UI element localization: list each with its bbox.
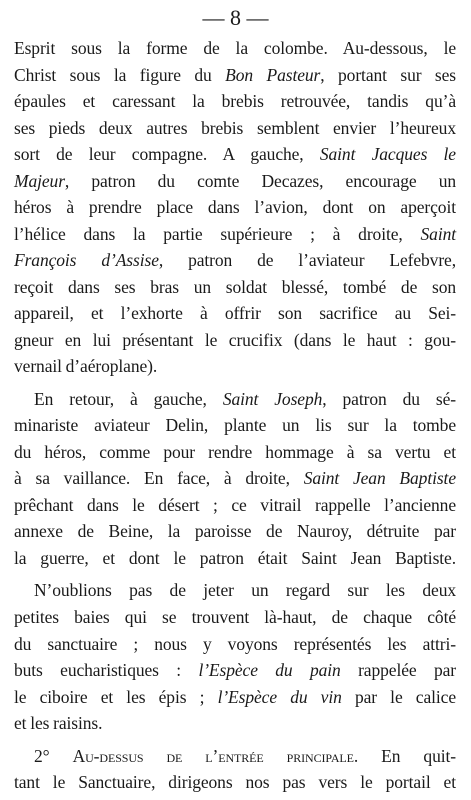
- text-line: annexe de Beine, la paroisse de Nauroy, détruite par: [14, 521, 456, 542]
- text-line: l’hélice dans la partie supérieure ; à droite, Saint: [14, 223, 456, 244]
- text-line: héros à prendre place dans l’avion, dont on aperçoit: [14, 197, 456, 218]
- text-line: Majeur, patron du comte Decazes, encourage un: [14, 170, 456, 191]
- text-line: et les raisins.: [14, 713, 103, 733]
- text-line: Christ sous la figure du Bon Pasteur, portant sur ses: [14, 64, 457, 85]
- text-line: à sa vaillance. En face, à droite, Saint Jean Baptiste: [14, 468, 456, 489]
- text-line: minariste aviateur Delin, plante un lis sur la tombe: [14, 415, 456, 436]
- text-line: tant le Sanctuaire, dirigeons nos pas vers le portail et: [14, 772, 456, 793]
- text-line: épaules et caressant la brebis retrouvée, tandis qu’à: [14, 91, 456, 111]
- text-line: petites baies qui se trouvent là-haut, de chaque côté: [14, 607, 456, 627]
- text-line: le ciboire et les épis ; l’Espèce du vin par le calice: [14, 686, 456, 707]
- text-line: reçoit dans ses bras un soldat blessé, tombé de son: [14, 276, 456, 297]
- text-line: François d’Assise, patron de l’aviateur Lefebvre,: [14, 250, 456, 271]
- text-line: vernail d’aéroplane).: [14, 356, 158, 377]
- text-line: N’oublions pas de jeter un regard sur les deux: [34, 580, 456, 601]
- text-line: ses pieds deux autres brebis semblent envier l’heureux: [14, 117, 456, 138]
- text-line: appareil, et l’exhorte à offrir son sacrifice au Sei-: [14, 303, 456, 324]
- text-line: du héros, comme pour rendre hommage à sa vertu et: [14, 441, 456, 462]
- text-line: En retour, à gauche, Saint Joseph, patron du sé-: [34, 388, 456, 409]
- text-line: sort de leur compagne. A gauche, Saint Jacques le: [14, 144, 456, 165]
- text-line: prêchant dans le désert ; ce vitrail rappelle l’ancienne: [14, 494, 456, 515]
- page-number: — 8 —: [202, 5, 269, 30]
- text-line: Esprit sous la forme de la colombe. Au-dessous, le: [14, 38, 456, 58]
- text-line: du sanctuaire ; nous y voyons représentés les attri-: [14, 633, 456, 654]
- text-line: buts eucharistiques : l’Espèce du pain rappelée par: [14, 660, 456, 680]
- text-line: 2° Au-dessus de l’entrée principale. En quit-: [34, 745, 456, 766]
- text-line: gneur en lui présentant le crucifix (dans le haut : gou-: [14, 329, 456, 350]
- text-line: la guerre, et dont le patron était Saint Jean Baptiste.: [14, 547, 456, 568]
